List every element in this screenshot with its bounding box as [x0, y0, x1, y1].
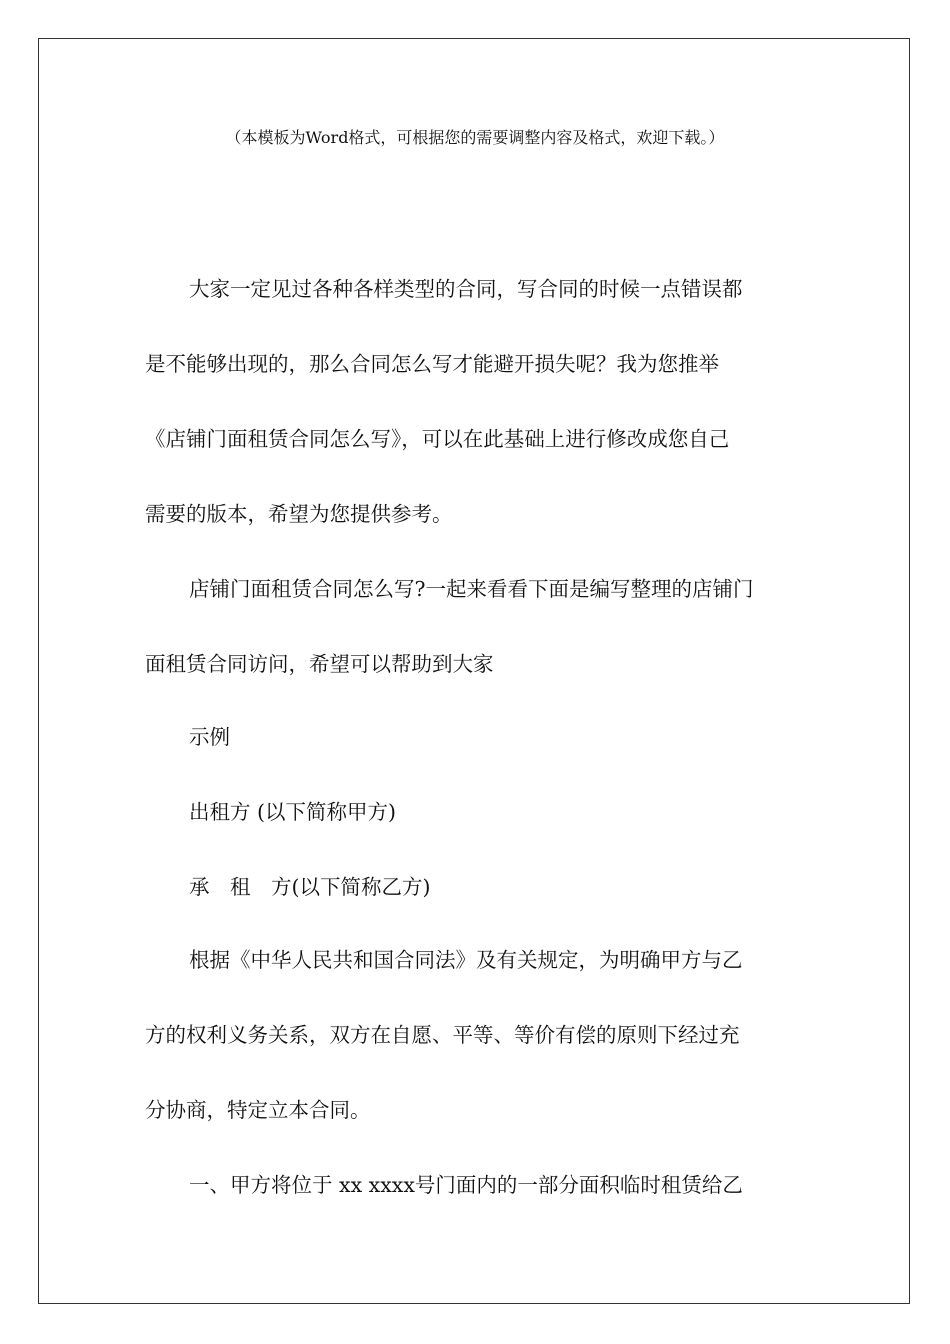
basis-line-3: 分协商，特定立本合同。: [145, 1098, 371, 1122]
lessor-line: 出租方 (以下简称甲方): [189, 800, 397, 824]
basis-line-1: 根据《中华人民共和国合同法》及有关规定，为明确甲方与乙: [189, 948, 743, 972]
intro-line-4: 需要的版本，希望为您提供参考。: [145, 502, 453, 526]
basis-line-2: 方的权利义务关系，双方在自愿、平等、等价有偿的原则下经过充: [145, 1023, 740, 1047]
example-heading: 示例: [189, 725, 230, 749]
template-note: （本模板为Word格式，可根据您的需要调整内容及格式，欢迎下载。）: [225, 128, 725, 147]
lessee-line: 承 租 方(以下简称乙方): [189, 875, 431, 899]
intro-line-2: 是不能够出现的，那么合同怎么写才能避开损失呢？我为您推举: [145, 352, 719, 376]
intro2-line-2: 面租赁合同访问，希望可以帮助到大家: [145, 652, 494, 676]
clause-1-line: 一、甲方将位于 xx xxxx号门面内的一部分面积临时租赁给乙: [189, 1173, 743, 1197]
intro-line-1: 大家一定见过各种各样类型的合同，写合同的时候一点错误都: [189, 277, 743, 301]
intro-line-3: 《店铺门面租赁合同怎么写》，可以在此基础上进行修改成您自己: [145, 427, 730, 451]
intro2-line-1: 店铺门面租赁合同怎么写?一起来看看下面是编写整理的店铺门: [189, 577, 754, 601]
